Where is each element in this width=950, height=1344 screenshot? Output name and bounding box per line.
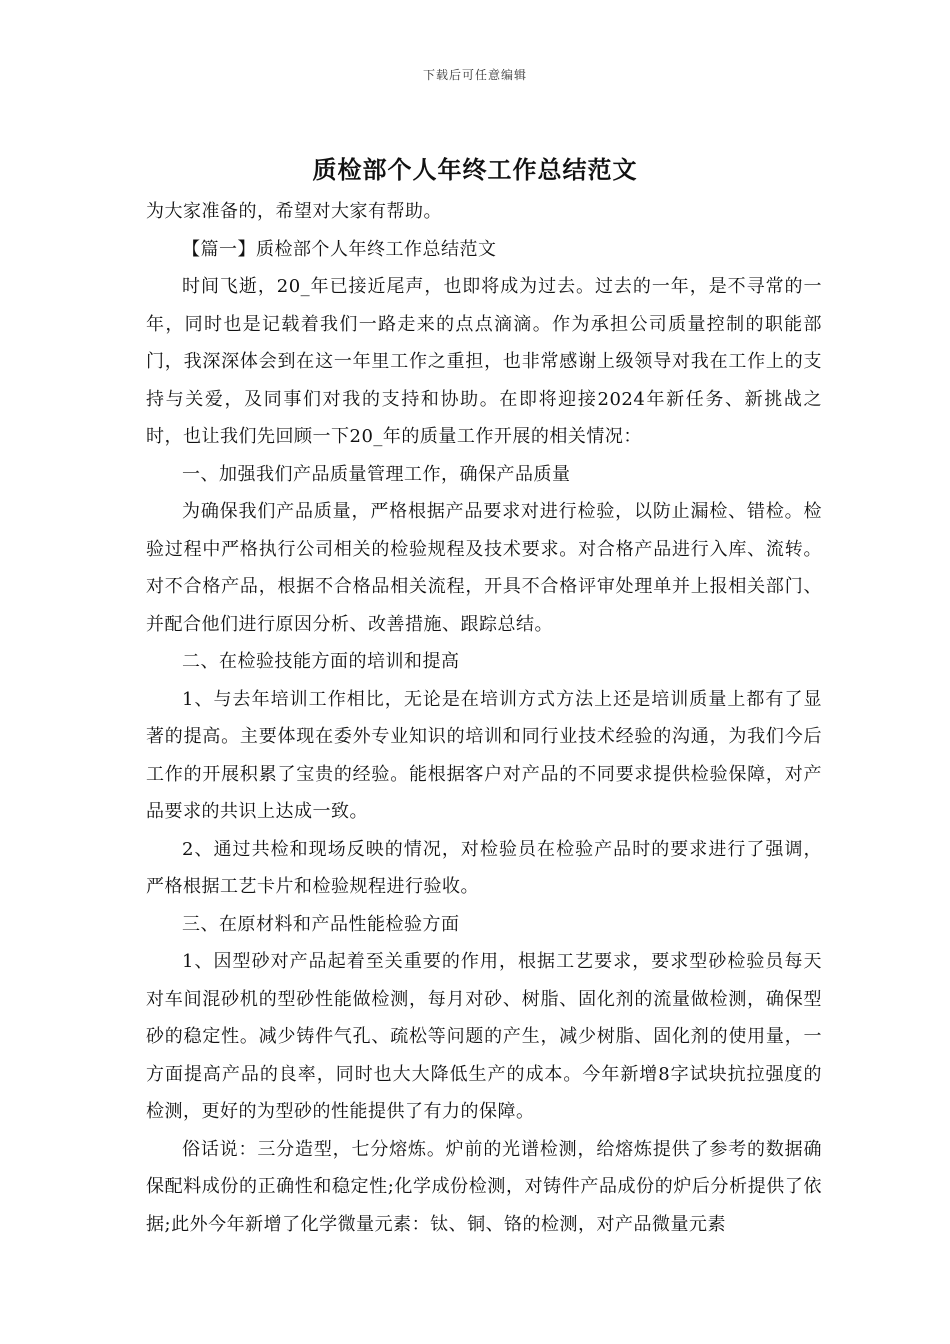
header-note: 下载后可任意编辑	[422, 68, 527, 82]
body-paragraph: 为确保我们产品质量，严格根据产品要求对进行检验，以防止漏检、错检。检验过程中严格执行公司相关的检验规程及技术要求。对合格产品进行入库、流转。对不合格产品，根据不合格品相关流程，开具不合格评审处理单并上报相关部门、并配合他们进行原因分析、改善措施、跟踪总结。	[146, 501, 822, 635]
body-paragraph: 1、因型砂对产品起着至关重要的作用，根据工艺要求，要求型砂检验员每天对车间混砂机的型砂性能做检测，每月对砂、树脂、固化剂的流量做检测，确保型砂的稳定性。减少铸件气孔、疏松等问题的产生，减少树脂、固化剂的使用量，一方面提高产品的良率，同时也大大降低生产的成本。今年新增8字试块抗拉强度的检测，更好的为型砂的性能提供了有力的保障。	[146, 951, 822, 1122]
body-paragraph: 1、与去年培训工作相比，无论是在培训方式方法上还是培训质量上都有了显著的提高。主要体现在委外专业知识的培训和同行业技术经验的沟通，为我们今后工作的开展积累了宝贵的经验。能根据客户对产品的不同要求提供检验保障，对产品要求的共识上达成一致。	[146, 688, 822, 822]
body-paragraph: 俗话说：三分造型，七分熔炼。炉前的光谱检测，给熔炼提供了参考的数据确保配料成份的正确性和稳定性;化学成份检测，对铸件产品成份的炉后分析提供了依据;此外今年新增了化学微量元素：钛、铜、铬的检测，对产品微量元素	[146, 1138, 822, 1235]
document-body	[146, 193, 822, 1243]
body-paragraph: 时间飞逝，20_年已接近尾声，也即将成为过去。过去的一年，是不寻常的一年，同时也是记载着我们一路走来的点点滴滴。作为承担公司质量控制的职能部门，我深深体会到在这一年里工作之重担，也非常感谢上级领导对我在工作上的支持与关爱，及同事们对我的支持和协助。在即将迎接2024年新任务、新挑战之时，也让我们先回顾一下20_年的质量工作开展的相关情况：	[146, 276, 822, 447]
document-title: 质检部个人年终工作总结范文	[312, 155, 638, 184]
section-heading-part-one: 【篇一】质检部个人年终工作总结范文	[182, 238, 497, 260]
body-paragraph: 2、通过共检和现场反映的情况，对检验员在检验产品时的要求进行了强调，严格根据工艺卡片和检验规程进行验收。	[146, 838, 822, 897]
section-heading: 二、在检验技能方面的培训和提高	[182, 651, 460, 672]
section-heading: 三、在原材料和产品性能检验方面	[182, 913, 460, 935]
intro-paragraph: 为大家准备的，希望对大家有帮助。	[146, 201, 442, 222]
section-heading: 一、加强我们产品质量管理工作，确保产品质量	[182, 463, 571, 485]
